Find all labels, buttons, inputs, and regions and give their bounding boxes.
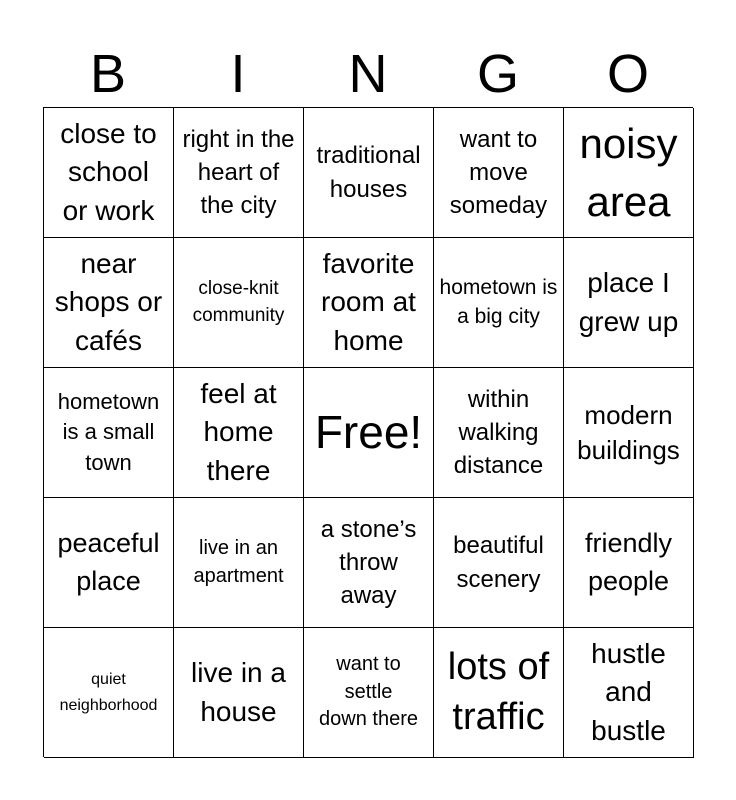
cell-text: traditional houses xyxy=(316,142,421,203)
bingo-cell[interactable] xyxy=(304,498,434,628)
bingo-cell[interactable] xyxy=(434,628,564,758)
bingo-cell[interactable] xyxy=(564,628,694,758)
bingo-cell[interactable] xyxy=(174,238,304,368)
cell-text: place I grew up xyxy=(578,266,679,337)
free-space-cell[interactable] xyxy=(304,368,434,498)
cell-text: right in the heart of the city xyxy=(182,125,295,220)
bingo-header xyxy=(43,38,693,108)
bingo-cell[interactable] xyxy=(174,108,304,238)
cell-text: modern buildings xyxy=(577,399,680,465)
cell-text: beautiful scenery xyxy=(453,532,544,593)
cell-text: lots of traffic xyxy=(447,646,550,738)
bingo-cell[interactable] xyxy=(304,238,434,368)
bingo-grid xyxy=(43,107,693,757)
bingo-cell[interactable] xyxy=(174,368,304,498)
cell-text: quiet neighborhood xyxy=(59,670,158,714)
cell-text: hustle and bustle xyxy=(591,637,666,746)
bingo-cell[interactable] xyxy=(174,498,304,628)
bingo-cell[interactable] xyxy=(304,628,434,758)
cell-text: a stone’s throw away xyxy=(320,515,417,610)
cell-text: close to school or work xyxy=(60,117,157,226)
bingo-cell[interactable] xyxy=(564,368,694,498)
cell-text: want to move someday xyxy=(449,125,548,220)
cell-text: feel at home there xyxy=(200,377,277,486)
bingo-cell[interactable] xyxy=(564,498,694,628)
header-letter-o: O xyxy=(606,44,649,104)
cell-text: live in an apartment xyxy=(193,536,284,587)
cell-text: live in a house xyxy=(191,656,286,727)
bingo-cell[interactable] xyxy=(44,108,174,238)
header-letter-g: G xyxy=(476,44,519,104)
cell-text: peaceful place xyxy=(57,528,160,596)
free-space-text: Free! xyxy=(314,406,423,459)
cell-text: hometown is a big city xyxy=(439,275,558,328)
cell-text: friendly people xyxy=(584,528,673,596)
bingo-cell[interactable] xyxy=(44,238,174,368)
cell-text: close-knit community xyxy=(192,278,285,326)
cell-text: want to settle down there xyxy=(319,653,418,731)
header-letter-b: B xyxy=(89,44,127,104)
cell-text: near shops or cafés xyxy=(54,247,163,356)
bingo-cell[interactable] xyxy=(304,108,434,238)
bingo-cell[interactable] xyxy=(564,238,694,368)
cell-text: hometown is a small town xyxy=(57,388,160,475)
cell-text: favorite room at home xyxy=(321,247,416,356)
bingo-cell[interactable] xyxy=(434,368,564,498)
bingo-cell[interactable] xyxy=(44,498,174,628)
bingo-cell[interactable] xyxy=(434,108,564,238)
bingo-cell[interactable] xyxy=(44,628,174,758)
cell-text: noisy area xyxy=(579,119,678,225)
bingo-cell[interactable] xyxy=(44,368,174,498)
bingo-cell[interactable] xyxy=(174,628,304,758)
bingo-cell[interactable] xyxy=(434,498,564,628)
bingo-cell[interactable] xyxy=(564,108,694,238)
header-letter-i: I xyxy=(230,44,246,104)
header-letter-n: N xyxy=(348,44,388,104)
cell-text: within walking distance xyxy=(453,385,544,480)
bingo-cell[interactable] xyxy=(434,238,564,368)
